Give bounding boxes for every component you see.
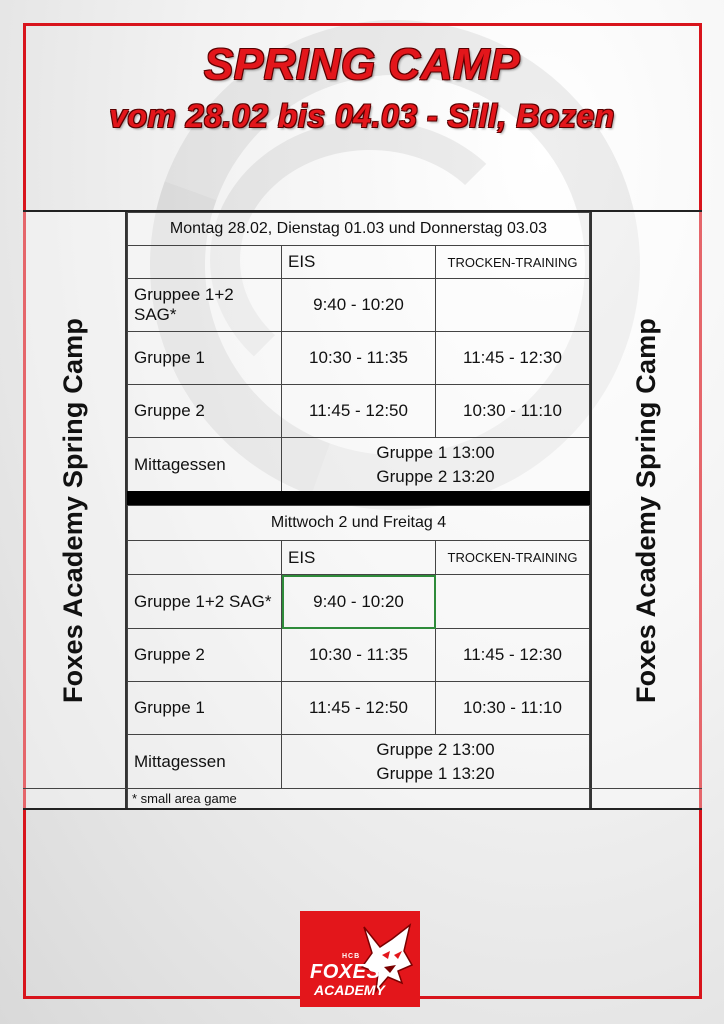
trocken-time-cell[interactable]: 10:30 - 11:10 xyxy=(436,682,590,735)
table-row xyxy=(128,629,590,682)
eis-time-cell[interactable]: 9:40 - 10:20 xyxy=(282,279,436,332)
column-header-trocken[interactable]: TROCKEN-TRAINING xyxy=(436,246,590,279)
lunch-time-line: Gruppe 1 13:20 xyxy=(376,763,495,783)
schedule-table-2 xyxy=(127,505,590,789)
table-row xyxy=(128,735,590,789)
table-row xyxy=(128,438,590,493)
group-cell[interactable]: Gruppe 2 xyxy=(128,385,282,438)
trocken-time-cell[interactable]: 10:30 - 11:10 xyxy=(436,385,590,438)
side-label-left xyxy=(23,212,127,808)
side-label-left-text: Foxes Academy Spring Camp xyxy=(58,317,89,703)
group-cell[interactable]: Gruppe 1 xyxy=(128,332,282,385)
foxes-academy-logo xyxy=(300,911,420,1007)
footnote-row xyxy=(23,788,702,808)
table-row xyxy=(128,332,590,385)
lunch-time-line: Gruppe 1 13:00 xyxy=(376,443,495,462)
schedule-table-1 xyxy=(127,212,590,493)
column-header-trocken[interactable]: TROCKEN-TRAINING xyxy=(436,541,590,575)
eis-time-cell[interactable]: 11:45 - 12:50 xyxy=(282,385,436,438)
lunch-times-cell[interactable] xyxy=(282,438,590,493)
table-row xyxy=(128,575,590,629)
lunch-label-cell[interactable]: Mittagessen xyxy=(128,438,282,493)
logo-line-2: ACADEMY xyxy=(314,982,385,998)
schedule-1-heading: Montag 28.02, Dienstag 01.03 und Donnerstag 03.03 xyxy=(128,213,590,246)
lunch-time-line: Gruppe 2 13:20 xyxy=(376,467,495,486)
trocken-time-cell[interactable]: 11:45 - 12:30 xyxy=(436,332,590,385)
lunch-times-cell[interactable] xyxy=(282,735,590,789)
logo-line-1: FOXES xyxy=(310,961,381,983)
table-cell[interactable] xyxy=(128,541,282,575)
group-cell[interactable]: Gruppe 1+2 SAG* xyxy=(128,575,282,629)
side-label-right xyxy=(590,212,702,808)
lunch-time-line: Gruppe 2 13:00 xyxy=(376,739,495,759)
group-cell[interactable]: Gruppee 1+2 SAG* xyxy=(128,279,282,332)
eis-time-cell[interactable]: 11:45 - 12:50 xyxy=(282,682,436,735)
group-cell[interactable]: Gruppe 2 xyxy=(128,629,282,682)
lunch-label-cell[interactable]: Mittagessen xyxy=(128,735,282,789)
table-row xyxy=(128,279,590,332)
trocken-time-cell[interactable] xyxy=(436,575,590,629)
side-label-right-text: Foxes Academy Spring Camp xyxy=(631,317,662,703)
footnote[interactable]: * small area game xyxy=(127,789,590,808)
table-divider xyxy=(127,491,590,505)
logo-small-text: HCB xyxy=(342,953,361,960)
table-cell[interactable] xyxy=(128,246,282,279)
column-header-eis[interactable]: EIS xyxy=(282,541,436,575)
eis-time-cell[interactable]: 10:30 - 11:35 xyxy=(282,332,436,385)
page-title: SPRING CAMP xyxy=(204,40,520,89)
table-row xyxy=(128,385,590,438)
eis-time-cell[interactable]: 10:30 - 11:35 xyxy=(282,629,436,682)
group-cell[interactable]: Gruppe 1 xyxy=(128,682,282,735)
table-row xyxy=(128,682,590,735)
selected-eis-time-cell[interactable]: 9:40 - 10:20 xyxy=(282,575,436,629)
column-header-eis[interactable]: EIS xyxy=(282,246,436,279)
page-subtitle: vom 28.02 bis 04.03 - Sill, Bozen xyxy=(109,98,615,134)
schedule-2-heading: Mittwoch 2 und Freitag 4 xyxy=(128,506,590,541)
trocken-time-cell[interactable] xyxy=(436,279,590,332)
trocken-time-cell[interactable]: 11:45 - 12:30 xyxy=(436,629,590,682)
